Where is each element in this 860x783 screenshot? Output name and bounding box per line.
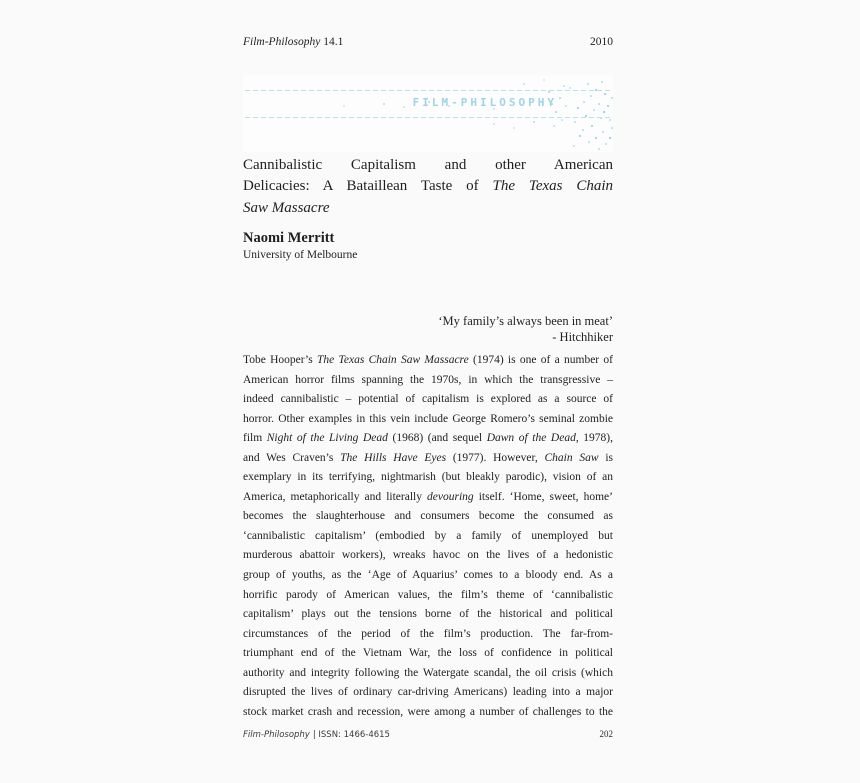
running-header-journal bbox=[243, 36, 343, 48]
text-line bbox=[243, 566, 613, 586]
text-line bbox=[243, 527, 613, 547]
text-line bbox=[243, 468, 613, 488]
banner-dashed-line-top bbox=[245, 90, 611, 91]
text-segment: indeed cannibalistic – potential of capitalism is explored as a source of bbox=[243, 393, 613, 406]
italic-text-segment: Dawn of the Dead bbox=[486, 432, 576, 445]
text-line bbox=[243, 507, 613, 527]
footer-journal-name: Film-Philosophy bbox=[243, 730, 310, 740]
text-segment: (1968) (and sequel bbox=[387, 432, 487, 445]
text-segment: authority and integrity following the Watergate scandal, the oil crisis (which bbox=[243, 666, 613, 679]
italic-text-segment: Chain Saw bbox=[544, 451, 599, 464]
running-header bbox=[243, 36, 613, 48]
text-segment: (1977). However, bbox=[446, 451, 545, 464]
text-line bbox=[243, 155, 613, 176]
text-line bbox=[243, 410, 613, 430]
text-line bbox=[243, 198, 613, 219]
running-header-year: 2010 bbox=[590, 36, 613, 48]
text-line bbox=[243, 351, 613, 371]
text-segment: disrupted the lives of ordinary car-driving Americans) leading into a major bbox=[243, 686, 613, 699]
text-segment: film bbox=[243, 432, 267, 445]
text-line bbox=[243, 176, 613, 197]
text-segment: is bbox=[598, 451, 613, 464]
journal-logo-text: FILM-PHILOSOPHY bbox=[412, 96, 557, 109]
content-column bbox=[243, 0, 613, 783]
text-segment: horrific parody of American values, the film’s theme of ‘cannibalistic bbox=[243, 588, 613, 601]
epigraph bbox=[243, 314, 613, 345]
text-segment: and Wes Craven’s bbox=[243, 451, 341, 464]
text-line bbox=[243, 429, 613, 449]
text-line bbox=[243, 371, 613, 391]
text-segment: exemplary in its terrifying, nightmarish (but bleakly parodic), vision of an bbox=[243, 471, 613, 484]
text-segment: Delicacies: A Bataillean Taste of bbox=[243, 178, 493, 195]
author-name: Naomi Merritt bbox=[243, 230, 335, 246]
text-segment: capitalism’ plays out the tensions borne of the historical and political bbox=[243, 608, 613, 621]
text-segment: American horror films spanning the 1970s, in which the transgressive – bbox=[243, 373, 613, 386]
text-line bbox=[243, 605, 613, 625]
author-affiliation: University of Melbourne bbox=[243, 249, 358, 261]
epigraph-attribution: - Hitchhiker bbox=[552, 329, 613, 344]
text-segment: itself. ‘Home, sweet, home’ bbox=[473, 490, 613, 503]
italic-text-segment: Night of the Living Dead bbox=[266, 432, 388, 445]
text-segment: ‘cannibalistic capitalism’ (embodied by a family of unemployed but bbox=[243, 529, 613, 542]
text-segment: circumstances of the period of the film’s production. The far-from- bbox=[243, 627, 613, 640]
text-segment: murderous abattoir workers), wreaks havoc on the lives of a hedonistic bbox=[243, 549, 613, 562]
text-segment: Tobe Hooper’s bbox=[243, 354, 317, 366]
text-segment: becomes the slaughterhouse and consumers become the consumed as bbox=[243, 510, 613, 523]
text-line bbox=[243, 488, 613, 508]
footer-issn bbox=[243, 730, 390, 740]
banner-speckle-decoration bbox=[243, 75, 245, 77]
text-line bbox=[243, 664, 613, 684]
epigraph-quote: ‘My family’s always been in meat’ bbox=[438, 314, 613, 328]
text-segment: Cannibalistic Capitalism and other American bbox=[243, 157, 613, 173]
journal-banner bbox=[243, 75, 613, 152]
text-line bbox=[243, 449, 613, 469]
issue-number: 14.1 bbox=[323, 36, 344, 48]
text-line bbox=[243, 644, 613, 664]
text-line bbox=[243, 546, 613, 566]
journal-name: Film-Philosophy bbox=[243, 36, 321, 48]
footer-issn-label: | ISSN: 1466-4615 bbox=[312, 730, 390, 740]
text-segment: , 1978), bbox=[575, 432, 613, 445]
text-segment: America, metaphorically and literally bbox=[243, 490, 428, 503]
page-number: 202 bbox=[599, 729, 613, 739]
text-segment: (1974) is one of a number of bbox=[468, 354, 613, 366]
banner-dashed-line-bottom bbox=[245, 117, 611, 118]
italic-text-segment: The Hills Have Eyes bbox=[340, 451, 447, 464]
text-line bbox=[243, 586, 613, 606]
text-segment: stock market crash and recession, were among a number of challenges to the bbox=[243, 705, 613, 718]
text-segment: horror. Other examples in this vein include George Romero’s seminal zombie bbox=[243, 412, 613, 425]
page-footer bbox=[243, 729, 613, 740]
text-segment: group of youths, as the ‘Age of Aquarius’ comes to a bloody end. As a bbox=[243, 569, 613, 582]
italic-text-segment: Saw Massacre bbox=[243, 199, 330, 216]
text-line bbox=[243, 625, 613, 645]
italic-text-segment: devouring bbox=[427, 490, 474, 503]
text-line bbox=[243, 703, 613, 723]
text-line bbox=[243, 390, 613, 410]
body-text bbox=[243, 351, 613, 722]
text-segment: triumphant end of the Vietnam War, the loss of confidence in political bbox=[243, 647, 613, 660]
italic-text-segment: The Texas Chain Saw Massacre bbox=[316, 354, 469, 366]
article-title bbox=[243, 155, 613, 219]
italic-text-segment: The Texas Chain bbox=[492, 178, 613, 195]
text-line bbox=[243, 683, 613, 703]
